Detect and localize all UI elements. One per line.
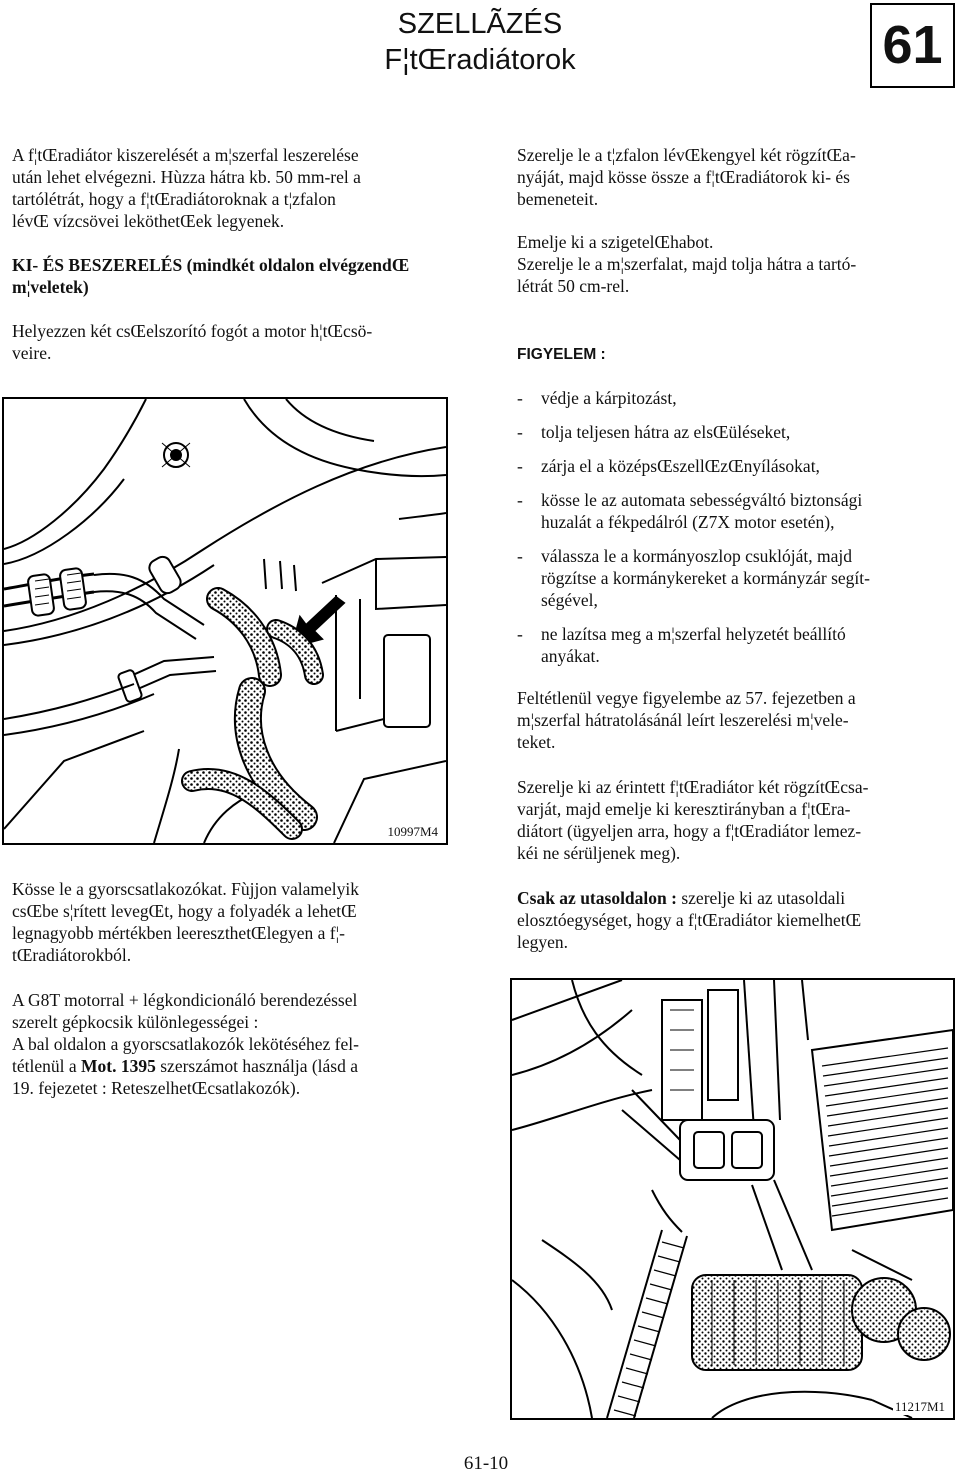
g8t-special-note: [12, 989, 359, 1099]
list-item: [517, 623, 870, 667]
section-title: SZELLÃZÉS: [397, 8, 563, 40]
text-line: varját, majd emelje ki keresztirányban a f¦tŒra-: [517, 799, 851, 819]
figure-engine-bay-hoses: [2, 397, 448, 845]
heater-unit-illustration: [512, 980, 953, 1418]
engine-hose-illustration: [4, 399, 446, 843]
text-line: diátort (ügyeljen arra, hogy a f¦tŒradiátor lemez-: [517, 821, 862, 841]
text-line: [517, 887, 861, 909]
insulation-step: [517, 231, 856, 297]
text-line: elosztóegységet, hogy a f¦tŒradiátor kiemelhetŒ: [517, 910, 862, 930]
list-item: [517, 421, 870, 443]
list-bullet: -: [517, 624, 523, 644]
text-line: Szerelje ki az érintett f¦tŒradiátor két rögzítŒcsa-: [517, 777, 869, 797]
intro-paragraph: [12, 144, 361, 232]
text-line: válassza le a kormányoszlop csuklóját, majd: [541, 546, 853, 566]
text-line: Helyezzen két csŒelszorító fogót a motor h¦tŒcsö-: [12, 321, 373, 341]
text-line: Szerelje le a m¦szerfalat, majd tolja hátra a tartó-: [517, 254, 857, 274]
text-line: legnagyobb mértékben leereszthetŒlegyen a f¦-: [12, 923, 345, 943]
text-fragment: szerszámot használja (lásd a: [155, 1056, 359, 1076]
remove-radiator-step: [517, 776, 868, 864]
text-line: Szerelje le a t¦zfalon lévŒkengyel két rögzítŒa-: [517, 145, 856, 165]
figure-reference-number: 11217M1: [894, 1399, 945, 1414]
text-line: m¦szerfal hátratolásánál leírt leszerelési m¦vele-: [517, 710, 849, 730]
list-bullet: -: [517, 546, 523, 566]
text-line: ne lazítsa meg a m¦szerfal helyzetét beállító: [541, 624, 846, 644]
text-line: lévŒ vízcsövei leköthetŒek legyenek.: [12, 211, 285, 231]
text-line: Feltétlenül vegye figyelembe az 57. fejezetben a: [517, 688, 856, 708]
text-line: Kösse le a gyorscsatlakozókat. Fùjjon valamelyik: [12, 879, 360, 899]
text-line: rögzítse a kormánykereket a kormányzár segít-: [541, 568, 870, 588]
chapter-57-note: [517, 687, 856, 753]
text-line: KI- ÉS BESZERELÉS (mindkét oldalon elvégzendŒ: [12, 255, 410, 275]
text-line: kösse le az automata sebességváltó biztonsági: [541, 490, 863, 510]
text-line: ségével,: [541, 590, 598, 610]
tool-code: Mot. 1395: [81, 1056, 156, 1076]
list-item: [517, 545, 870, 611]
text-line: után lehet elvégezni. Hùzza hátra kb. 50 mm-rel a: [12, 167, 361, 187]
list-bullet: -: [517, 490, 523, 510]
bracket-step: [517, 144, 856, 210]
text-line: zárja el a középsŒszellŒzŒnyílásokat,: [541, 456, 820, 476]
text-line: tolja teljesen hátra az elsŒüléseket,: [541, 422, 791, 442]
page-number: 61-10: [463, 1453, 509, 1474]
text-line: létrát 50 cm-rel.: [517, 276, 630, 296]
text-line: 19. fejezetet : ReteszelhetŒcsatlakozók).: [12, 1078, 301, 1098]
list-item: [517, 387, 870, 409]
tool-reference-line: [12, 1055, 359, 1077]
list-item: [517, 455, 870, 477]
text-line: csŒbe s¦rített levegŒt, hogy a folyadék a lehetŒ: [12, 901, 357, 921]
procedure-heading: [12, 254, 409, 298]
page-subtitle: F¦tŒradiátorok: [384, 44, 576, 76]
list-bullet: -: [517, 388, 523, 408]
text-line: tartólétrát, hogy a f¦tŒradiátoroknak a t¦zfalon: [12, 189, 336, 209]
text-line: bemeneteit.: [517, 189, 599, 209]
text-line: A f¦tŒradiátor kiszerelését a m¦szerfal leszerelése: [12, 145, 359, 165]
list-item: [517, 489, 870, 533]
text-line: anyákat.: [541, 646, 600, 666]
text-line: veire.: [12, 343, 52, 363]
text-fragment: szerelje ki az utasoldali: [676, 888, 846, 908]
text-line: A G8T motorral + légkondicionáló berendezéssel: [12, 990, 358, 1010]
text-fragment: tétlenül a: [12, 1056, 82, 1076]
clamp-step: [12, 320, 372, 364]
figure-heater-unit: [510, 978, 955, 1420]
text-line: védje a kárpitozást,: [541, 388, 677, 408]
passenger-side-note: [517, 887, 861, 953]
text-line: A bal oldalon a gyorscsatlakozók lekötéséhez fel-: [12, 1034, 359, 1054]
text-line: m¦veletek): [12, 277, 89, 297]
text-line: huzalát a fékpedálról (Z7X motor esetén),: [541, 512, 835, 532]
text-line: Emelje ki a szigetelŒhabot.: [517, 232, 714, 252]
text-line: tŒradiátorokból.: [12, 945, 132, 965]
text-line: teket.: [517, 732, 556, 752]
passenger-side-label: Csak az utasoldalon :: [517, 888, 677, 908]
list-bullet: -: [517, 456, 523, 476]
text-line: szerelt gépkocsik különlegességei :: [12, 1012, 259, 1032]
disconnect-step: [12, 878, 359, 966]
text-line: nyáját, majd kösse össze a f¦tŒradiátorok ki- és: [517, 167, 850, 187]
warning-list: [517, 387, 870, 679]
warning-label: FIGYELEM :: [517, 346, 606, 363]
list-bullet: -: [517, 422, 523, 442]
text-line: kéi ne sérüljenek meg).: [517, 843, 681, 863]
chapter-number-box: 61: [870, 3, 955, 88]
figure-reference-number: 10997M4: [387, 824, 438, 839]
text-line: legyen.: [517, 932, 569, 952]
